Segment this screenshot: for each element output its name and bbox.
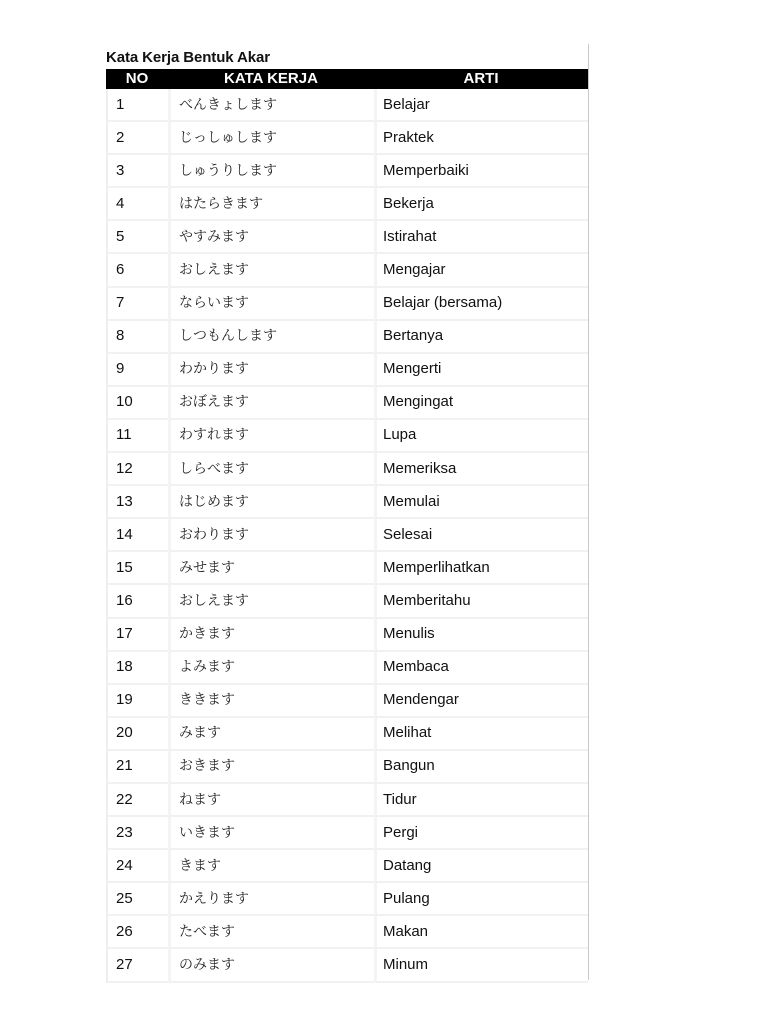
table-row	[106, 552, 588, 585]
row-number: 16	[106, 585, 168, 618]
table-row	[106, 321, 588, 354]
row-verb: ききます	[168, 685, 374, 718]
row-verb: おしえます	[168, 254, 374, 287]
row-meaning: Bertanya	[374, 321, 588, 354]
table-header	[106, 69, 588, 89]
table-row	[106, 486, 588, 519]
table-row	[106, 89, 588, 122]
table-row	[106, 453, 588, 486]
row-verb: しらべます	[168, 453, 374, 486]
row-number: 15	[106, 552, 168, 585]
row-verb: やすみます	[168, 221, 374, 254]
table-header-row	[106, 69, 588, 89]
table-row	[106, 288, 588, 321]
document-page	[106, 47, 588, 983]
table-row	[106, 221, 588, 254]
row-meaning: Membaca	[374, 652, 588, 685]
row-number: 20	[106, 718, 168, 751]
document-title: Kata Kerja Bentuk Akar	[106, 49, 270, 66]
row-meaning: Belajar (bersama)	[374, 288, 588, 321]
row-verb: おぼえます	[168, 387, 374, 420]
row-number: 26	[106, 916, 168, 949]
row-verb: べんきょします	[168, 89, 374, 122]
row-meaning: Belajar	[374, 89, 588, 122]
row-number: 13	[106, 486, 168, 519]
row-meaning: Menulis	[374, 619, 588, 652]
row-verb: じっしゅします	[168, 122, 374, 155]
row-verb: わすれます	[168, 420, 374, 453]
row-verb: よみます	[168, 652, 374, 685]
header-no: NO	[106, 69, 168, 89]
row-meaning: Bekerja	[374, 188, 588, 221]
header-kata-kerja: KATA KERJA	[168, 69, 374, 89]
table-row	[106, 519, 588, 552]
row-number: 21	[106, 751, 168, 784]
row-number: 24	[106, 850, 168, 883]
row-meaning: Tidur	[374, 784, 588, 817]
row-verb: みせます	[168, 552, 374, 585]
row-meaning: Melihat	[374, 718, 588, 751]
row-verb: たべます	[168, 916, 374, 949]
row-number: 11	[106, 420, 168, 453]
row-verb: きます	[168, 850, 374, 883]
row-verb: みます	[168, 718, 374, 751]
row-meaning: Mengerti	[374, 354, 588, 387]
row-number: 25	[106, 883, 168, 916]
row-number: 10	[106, 387, 168, 420]
row-number: 7	[106, 288, 168, 321]
row-number: 23	[106, 817, 168, 850]
table-row	[106, 188, 588, 221]
row-meaning: Bangun	[374, 751, 588, 784]
row-number: 3	[106, 155, 168, 188]
row-verb: わかります	[168, 354, 374, 387]
row-number: 22	[106, 784, 168, 817]
table-row	[106, 155, 588, 188]
row-meaning: Memberitahu	[374, 585, 588, 618]
header-arti: ARTI	[374, 69, 588, 89]
page-edge-rule	[588, 44, 589, 980]
row-verb: かえります	[168, 883, 374, 916]
table-row	[106, 387, 588, 420]
table-row	[106, 784, 588, 817]
row-number: 1	[106, 89, 168, 122]
table-body	[106, 89, 588, 983]
row-number: 14	[106, 519, 168, 552]
row-meaning: Memulai	[374, 486, 588, 519]
row-verb: おわります	[168, 519, 374, 552]
table-row	[106, 585, 588, 618]
row-meaning: Datang	[374, 850, 588, 883]
row-meaning: Minum	[374, 949, 588, 982]
row-verb: しつもんします	[168, 321, 374, 354]
row-meaning: Mendengar	[374, 685, 588, 718]
table-row	[106, 883, 588, 916]
row-number: 4	[106, 188, 168, 221]
row-number: 12	[106, 453, 168, 486]
table-row	[106, 354, 588, 387]
row-meaning: Mengajar	[374, 254, 588, 287]
table-row	[106, 751, 588, 784]
row-verb: かきます	[168, 619, 374, 652]
row-meaning: Memperbaiki	[374, 155, 588, 188]
verb-table	[106, 69, 588, 983]
table-row	[106, 652, 588, 685]
table-row	[106, 420, 588, 453]
row-number: 9	[106, 354, 168, 387]
table-row	[106, 916, 588, 949]
table-row	[106, 718, 588, 751]
row-number: 27	[106, 949, 168, 982]
row-number: 5	[106, 221, 168, 254]
row-meaning: Selesai	[374, 519, 588, 552]
row-meaning: Lupa	[374, 420, 588, 453]
row-verb: おしえます	[168, 585, 374, 618]
row-meaning: Mengingat	[374, 387, 588, 420]
table-row	[106, 254, 588, 287]
row-verb: おきます	[168, 751, 374, 784]
row-meaning: Pergi	[374, 817, 588, 850]
table-row	[106, 122, 588, 155]
row-meaning: Memeriksa	[374, 453, 588, 486]
table-row	[106, 850, 588, 883]
row-number: 6	[106, 254, 168, 287]
row-number: 19	[106, 685, 168, 718]
row-meaning: Memperlihatkan	[374, 552, 588, 585]
row-meaning: Pulang	[374, 883, 588, 916]
table-row	[106, 619, 588, 652]
row-verb: いきます	[168, 817, 374, 850]
row-meaning: Istirahat	[374, 221, 588, 254]
row-number: 17	[106, 619, 168, 652]
row-verb: はたらきます	[168, 188, 374, 221]
row-number: 18	[106, 652, 168, 685]
row-number: 2	[106, 122, 168, 155]
row-verb: ねます	[168, 784, 374, 817]
row-meaning: Makan	[374, 916, 588, 949]
row-number: 8	[106, 321, 168, 354]
row-verb: しゅうりします	[168, 155, 374, 188]
row-verb: のみます	[168, 949, 374, 982]
table-row	[106, 949, 588, 982]
table-row	[106, 817, 588, 850]
row-verb: はじめます	[168, 486, 374, 519]
row-verb: ならいます	[168, 288, 374, 321]
row-meaning: Praktek	[374, 122, 588, 155]
table-row	[106, 685, 588, 718]
